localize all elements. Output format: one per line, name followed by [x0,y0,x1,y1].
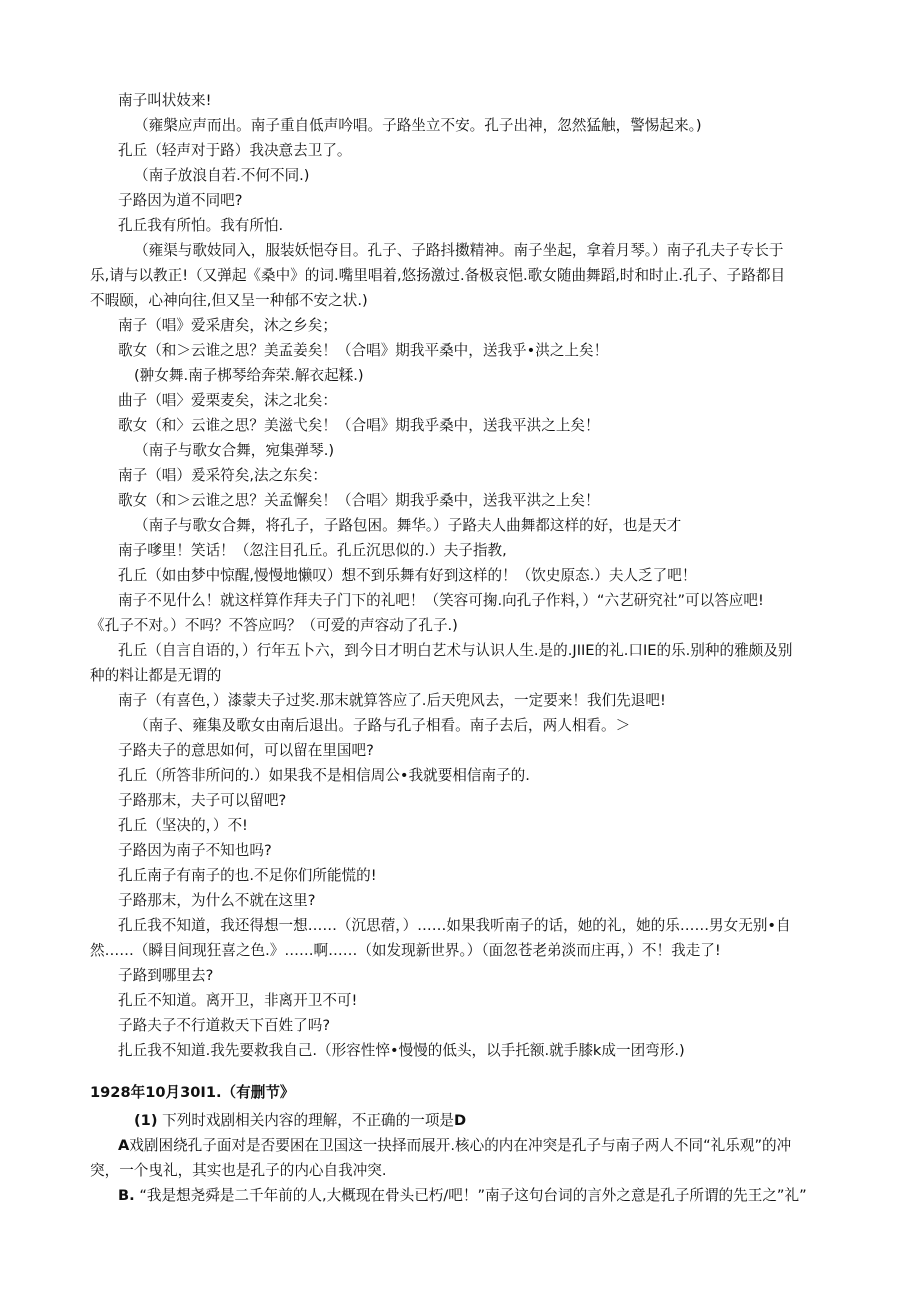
script-line: 曲子（唱〉爱栗麦矣，沫之北矣： [118,392,337,409]
script-line: 孔丘（坚决的，）不! [118,817,248,834]
script-line: 南子叫状妓来! [118,92,212,109]
script-line: 孔丘我有所怕。我有所怕. [118,217,284,234]
script-line-cont: 种的料让都是无谓的 [90,667,222,684]
stage-direction: （雍槃应声而出。南子重自低声吟唱。子路坐立不安。孔子出神，忽然猛触，警惕起来。) [134,117,702,134]
stage-direction-cont: 乐,请与以教正!（又弹起《桑中》的词.嘴里唱着,悠扬激过.备极哀悒.歌女随曲舞蹈,时和时止.孔子、子路都目 [90,267,786,284]
option-a [118,1133,791,1158]
script-line-cont: 然……（瞬目间现狂喜之色.》……啊……（如发现新世界。）（面忽苍老弟淡而庄再，）不！我走了! [90,942,721,959]
script-line: 南子不见什么！就这样算作拜夫子门下的礼吧！（笑容可掬.向孔子作料，）“六艺研究社”可以答应吧! [118,592,764,609]
script-line: 子路因为南子不知也吗? [118,842,272,859]
script-line: 子路夫子不行道救天下百姓了吗? [118,1017,331,1034]
question-answer: D [454,1112,467,1129]
option-b [118,1183,807,1208]
script-line-cont: 《孔子不对。）不吗？不答应吗？（可爱的声容动了孔子.) [90,617,458,634]
script-line: 孔丘南子有南子的也.不足你们所能慌的! [118,867,377,884]
question-text: 下列时戏剧相关内容的理解，不正确的一项是 [162,1112,455,1129]
option-b-label: B. [118,1187,135,1204]
script-line: 孔丘（自言自语的，）行年五卜六，到今日才明白艺术与认识人生.是的.JIIE的礼.口IE的乐.别种的雅颇及别 [118,642,793,659]
script-line: 孔丘（所答非所问的.）如果我不是相信周公•我就要相信南子的. [118,767,530,784]
script-line: 子路那末，夫子可以留吧? [118,792,287,809]
script-line: 孔丘我不知道，我还得想一想……（沉思蓿，）……如果我听南子的话，她的礼，她的乐……男女无别•自 [118,917,791,934]
stage-direction: (翀女舞.南子梆琴给奔荣.解衣起糅.) [134,367,364,384]
question-stem [134,1108,466,1133]
script-line: 南子嗲里！笑话！（忽注目孔丘。孔丘沉思似的.）夫子指教, [118,542,507,559]
script-line: 子路那末，为什么不就在这里? [118,892,316,909]
script-line: 孔丘（轻声对于路）我决意去卫了。 [118,142,352,159]
option-a-label: A [118,1137,130,1154]
script-line: 子路夫子的意思如何，可以留在里国吧? [118,742,374,759]
option-a-text: 戏剧困绕孔子面对是否要困在卫国这一抉择而展开.核心的内在冲突是孔子与南子两人不同“礼乐观”的冲 [129,1137,792,1154]
stage-direction-cont: 不暇颐，心神向往,但又呈一种郁不安之状.) [90,292,368,309]
script-line: 歌女（和〉云谁之思？美滋弋矣！（合唱》期我乎桑中，送我平洪之上矣！ [118,417,600,434]
stage-direction: （雍渠与歌妓同入，服装妖悒夺目。孔子、子路抖擞精神。南子坐起，拿着月琴。）南子孔夫子专长于 [134,242,784,259]
option-a-cont: 突，一个曳礼，其实也是孔子的内心自我冲突. [90,1162,387,1179]
script-line: 歌女（和＞云谁之思？美孟姜矣！（合唱》期我平桑中，送我乎•洪之上矣！ [118,342,609,359]
script-line: 歌女（和＞云谁之思？关孟懈矣！（合唱〉期我乎桑中，送我平洪之上矣！ [118,492,600,509]
source-note: 1928年10月30I1.（有删节》 [90,1084,295,1101]
script-line: 扎丘我不知道.我先要救我自己.（形容性悴•慢慢的低头，以手托额.就手膝k成一团弯形.) [118,1042,685,1059]
stage-direction: （南子、雍集及歌女由南后退出。子路与孔子相看。南子去后，两人相看。＞ [134,717,631,734]
script-line: 南子（唱）爰采符矣,法之东矣： [118,467,327,484]
script-line: 子路到哪里去? [118,967,214,984]
script-line: 南子（有喜色，）漆蒙夫子过奖.那末就算答应了.后天兜风去，一定要来！我们先退吧! [118,692,666,709]
question-number: (1) [134,1112,158,1129]
option-b-text: “我是想尧舜是二千年前的人,大概现在骨头已朽/吧！”南子这句台词的言外之意是孔子所谓的先王之”礼” [139,1187,807,1204]
script-line: 孔丘不知道。离开卫，非离开卫不可! [118,992,358,1009]
script-line: 子路因为道不同吧? [118,192,243,209]
stage-direction: （南子放浪自若.不何不同.) [134,167,310,184]
script-line: 南子（唱》爱采唐矣，沐之乡矣； [118,317,337,334]
script-line: 孔丘（如由梦中惊醒,慢慢地懒叹）想不到乐舞有好到这样的！（饮史原态.）夫人乏了吧！ [118,567,697,584]
stage-direction: （南子与歌女合舞，将孔子，子路包困。舞华。）子路夫人曲舞都这样的好，也是天才 [134,517,682,534]
stage-direction: （南子与歌女合舞，宛集弹琴.) [134,442,335,459]
